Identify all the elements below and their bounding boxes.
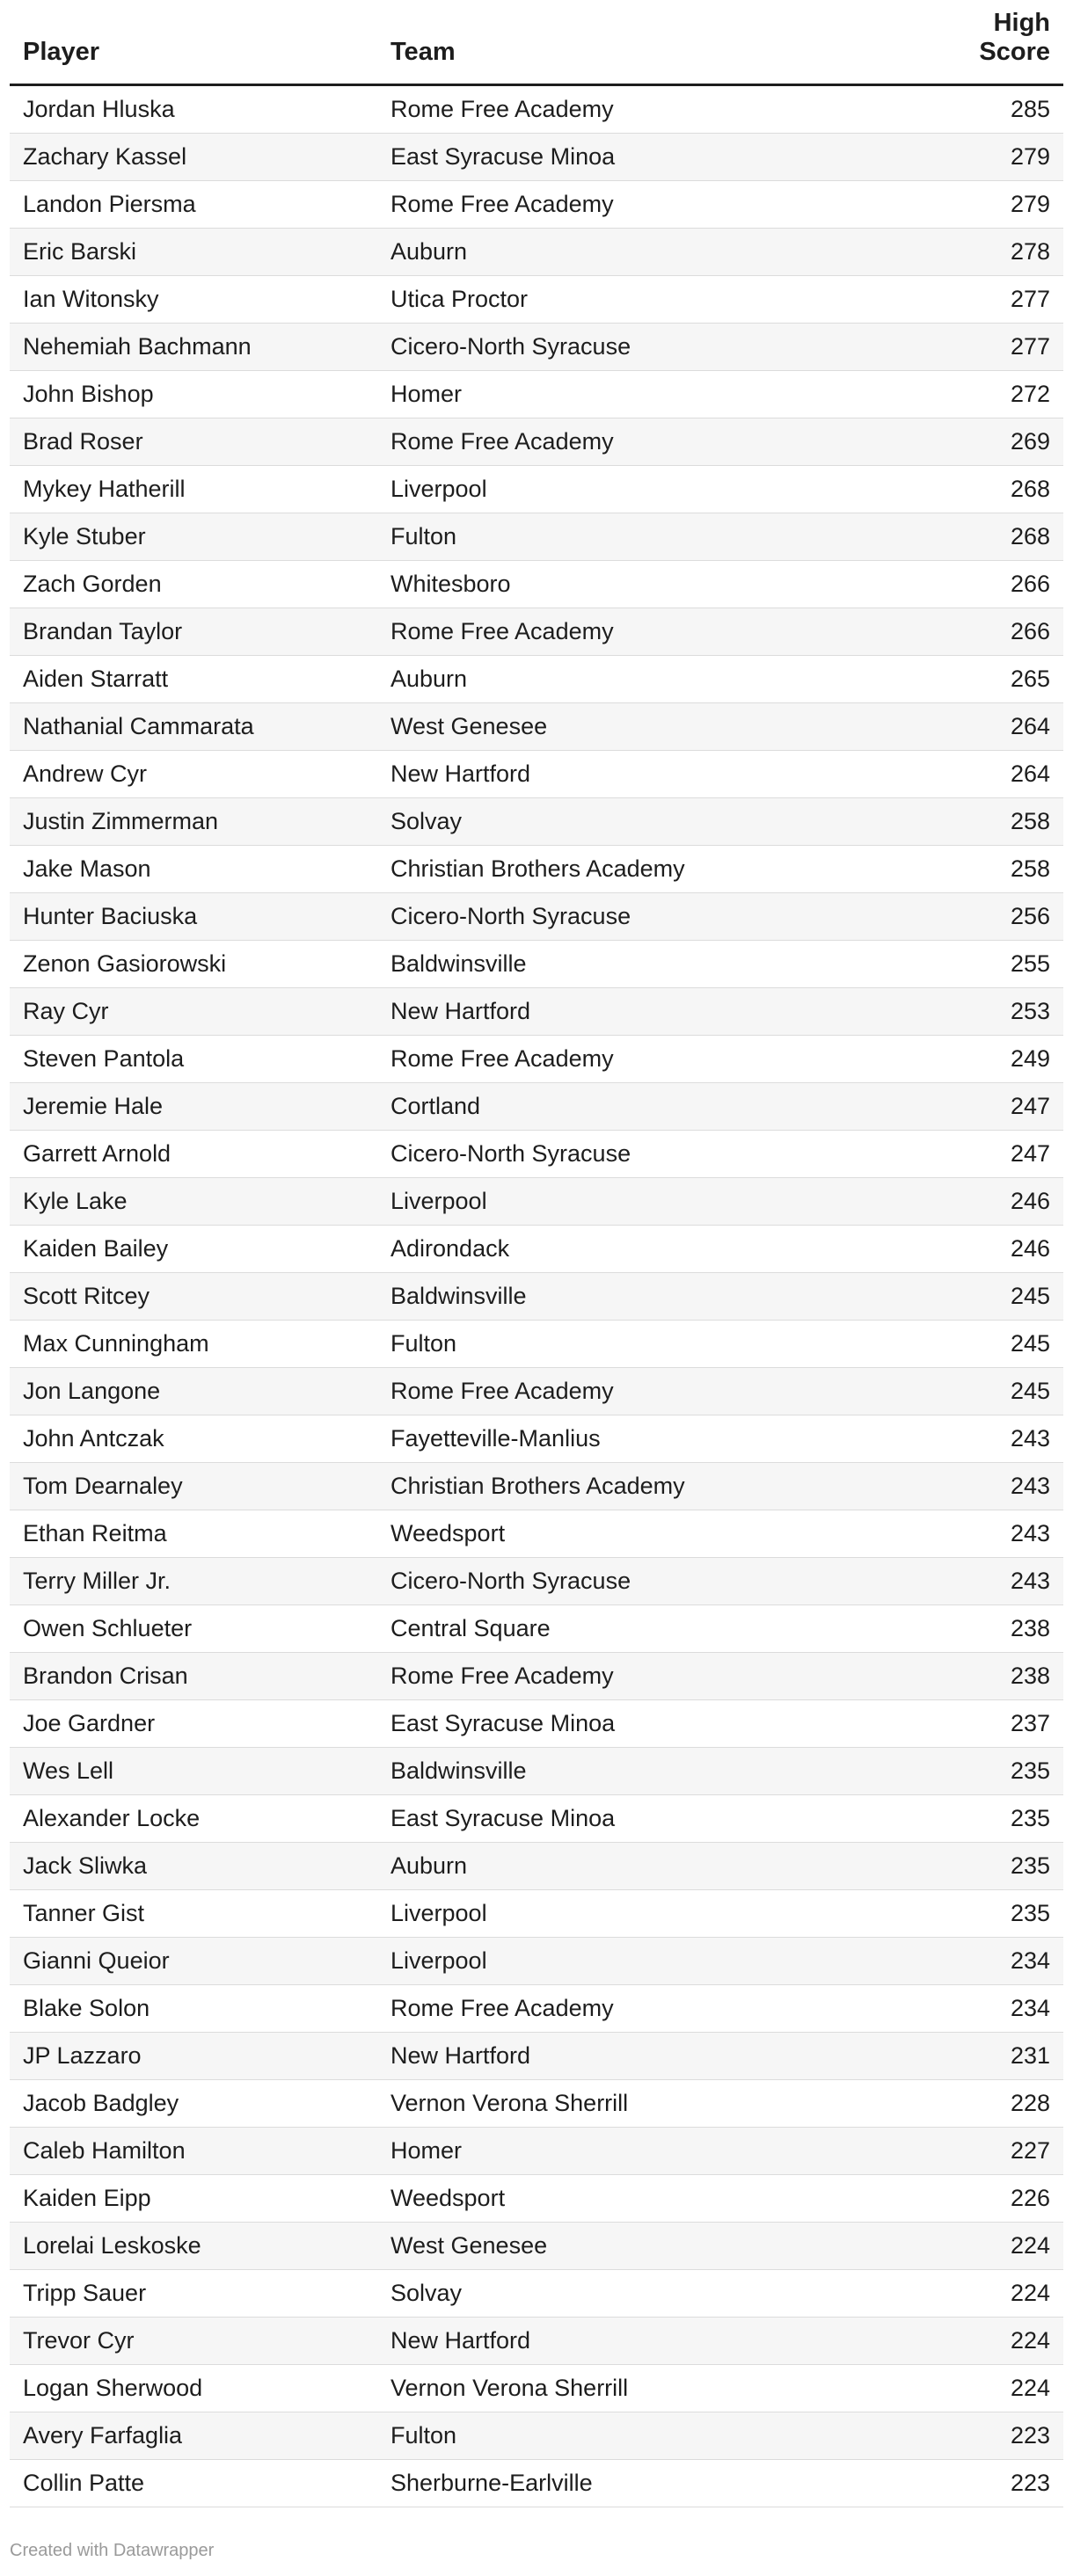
table-row bbox=[10, 418, 1063, 466]
table-row bbox=[10, 1083, 1063, 1131]
player-cell: Justin Zimmerman bbox=[23, 808, 219, 834]
player-cell: Trevor Cyr bbox=[23, 2327, 135, 2354]
high-score-cell: 235 bbox=[1010, 1757, 1050, 1784]
high-score-cell: 268 bbox=[1010, 523, 1050, 549]
high-score-cell: 269 bbox=[1010, 428, 1050, 455]
team-cell: Rome Free Academy bbox=[391, 96, 614, 122]
player-cell: Brandon Crisan bbox=[23, 1663, 188, 1689]
team-cell: Cicero-North Syracuse bbox=[391, 903, 631, 929]
high-score-cell: 245 bbox=[1010, 1283, 1050, 1309]
table-row bbox=[10, 1415, 1063, 1463]
team-cell: Weedsport bbox=[391, 2185, 506, 2211]
table-row bbox=[10, 1226, 1063, 1273]
team-cell: Liverpool bbox=[391, 476, 487, 502]
player-cell: Nathanial Cammarata bbox=[23, 713, 254, 739]
team-cell: Rome Free Academy bbox=[391, 618, 614, 644]
player-cell: Tripp Sauer bbox=[23, 2280, 147, 2306]
team-cell: Solvay bbox=[391, 2280, 463, 2306]
player-cell: Mykey Hatherill bbox=[23, 476, 186, 502]
player-cell: Gianni Queior bbox=[23, 1947, 170, 1974]
team-cell: East Syracuse Minoa bbox=[391, 143, 616, 170]
team-cell: West Genesee bbox=[391, 2232, 548, 2259]
player-cell: Kyle Lake bbox=[23, 1188, 128, 1214]
table-row bbox=[10, 229, 1063, 276]
player-cell: Tom Dearnaley bbox=[23, 1473, 183, 1499]
high-score-cell: 235 bbox=[1010, 1852, 1050, 1879]
player-cell: Alexander Locke bbox=[23, 1805, 201, 1831]
table-row bbox=[10, 1700, 1063, 1748]
table-row bbox=[10, 1463, 1063, 1510]
team-cell: Rome Free Academy bbox=[391, 1663, 614, 1689]
table-row bbox=[10, 466, 1063, 513]
team-cell: Rome Free Academy bbox=[391, 191, 614, 217]
team-cell: Central Square bbox=[391, 1615, 551, 1641]
team-cell: Christian Brothers Academy bbox=[391, 855, 685, 882]
table-row bbox=[10, 1985, 1063, 2033]
table-row bbox=[10, 2175, 1063, 2223]
high-score-cell: 279 bbox=[1010, 191, 1050, 217]
high-score-cell: 243 bbox=[1010, 1425, 1050, 1452]
table-row bbox=[10, 988, 1063, 1036]
team-cell: Rome Free Academy bbox=[391, 1378, 614, 1404]
player-cell: Zachary Kassel bbox=[23, 143, 187, 170]
table-row bbox=[10, 2033, 1063, 2080]
team-cell: Liverpool bbox=[391, 1188, 487, 1214]
high-score-cell: 223 bbox=[1010, 2422, 1050, 2449]
player-cell: Ethan Reitma bbox=[23, 1520, 167, 1546]
table-row bbox=[10, 656, 1063, 703]
team-cell: Weedsport bbox=[391, 1520, 506, 1546]
team-cell: Adirondack bbox=[391, 1235, 510, 1262]
high-score-cell: 266 bbox=[1010, 571, 1050, 597]
team-cell: Cicero-North Syracuse bbox=[391, 333, 631, 360]
team-cell: Baldwinsville bbox=[391, 1283, 527, 1309]
team-cell: Rome Free Academy bbox=[391, 1045, 614, 1072]
table-row bbox=[10, 1843, 1063, 1890]
team-cell: Liverpool bbox=[391, 1900, 487, 1926]
table-row bbox=[10, 1510, 1063, 1558]
table-row bbox=[10, 2412, 1063, 2460]
high-score-cell: 264 bbox=[1010, 760, 1050, 787]
player-cell: Jake Mason bbox=[23, 855, 151, 882]
player-cell: Terry Miller Jr. bbox=[23, 1568, 171, 1594]
table-row bbox=[10, 941, 1063, 988]
player-cell: Avery Farfaglia bbox=[23, 2422, 183, 2449]
table-row bbox=[10, 86, 1063, 134]
column-header-player[interactable]: Player bbox=[23, 38, 100, 66]
table-row bbox=[10, 608, 1063, 656]
team-cell: Sherburne-Earlville bbox=[391, 2470, 593, 2496]
table-row bbox=[10, 2365, 1063, 2412]
high-score-cell: 243 bbox=[1010, 1520, 1050, 1546]
team-cell: New Hartford bbox=[391, 998, 531, 1024]
player-cell: Steven Pantola bbox=[23, 1045, 185, 1072]
team-cell: Auburn bbox=[391, 238, 468, 265]
player-cell: Kyle Stuber bbox=[23, 523, 146, 549]
table-row bbox=[10, 1321, 1063, 1368]
table-row bbox=[10, 276, 1063, 324]
player-cell: Brad Roser bbox=[23, 428, 143, 455]
table-row bbox=[10, 2128, 1063, 2175]
high-score-cell: 278 bbox=[1010, 238, 1050, 265]
high-score-cell: 265 bbox=[1010, 666, 1050, 692]
high-score-cell: 285 bbox=[1010, 96, 1050, 122]
high-score-cell: 256 bbox=[1010, 903, 1050, 929]
team-cell: Vernon Verona Sherrill bbox=[391, 2090, 629, 2116]
team-cell: Whitesboro bbox=[391, 571, 511, 597]
player-cell: Tanner Gist bbox=[23, 1900, 145, 1926]
team-cell: Cicero-North Syracuse bbox=[391, 1140, 631, 1167]
team-cell: Cicero-North Syracuse bbox=[391, 1568, 631, 1594]
high-score-cell: 235 bbox=[1010, 1805, 1050, 1831]
player-cell: Nehemiah Bachmann bbox=[23, 333, 252, 360]
table-row bbox=[10, 1748, 1063, 1795]
player-cell: Wes Lell bbox=[23, 1757, 114, 1784]
high-score-cell: 249 bbox=[1010, 1045, 1050, 1072]
high-score-cell: 224 bbox=[1010, 2375, 1050, 2401]
high-score-cell: 234 bbox=[1010, 1947, 1050, 1974]
high-score-cell: 258 bbox=[1010, 855, 1050, 882]
table-row bbox=[10, 324, 1063, 371]
column-header-high-score[interactable]: High Score bbox=[979, 9, 1050, 66]
team-cell: Baldwinsville bbox=[391, 1757, 527, 1784]
high-score-cell: 253 bbox=[1010, 998, 1050, 1024]
player-cell: Scott Ritcey bbox=[23, 1283, 150, 1309]
player-cell: Owen Schlueter bbox=[23, 1615, 193, 1641]
high-score-cell: 224 bbox=[1010, 2327, 1050, 2354]
high-score-cell: 224 bbox=[1010, 2280, 1050, 2306]
team-cell: Fulton bbox=[391, 523, 457, 549]
table-row bbox=[10, 2318, 1063, 2365]
table-row bbox=[10, 893, 1063, 941]
table-row bbox=[10, 703, 1063, 751]
player-cell: Blake Solon bbox=[23, 1995, 150, 2021]
table-row bbox=[10, 1795, 1063, 1843]
datawrapper-credit: Created with Datawrapper bbox=[10, 2541, 215, 2560]
player-cell: Jordan Hluska bbox=[23, 96, 175, 122]
high-score-cell: 246 bbox=[1010, 1235, 1050, 1262]
player-cell: JP Lazzaro bbox=[23, 2042, 142, 2069]
high-score-cell: 255 bbox=[1010, 950, 1050, 977]
table-row bbox=[10, 1273, 1063, 1321]
high-score-cell: 266 bbox=[1010, 618, 1050, 644]
high-score-cell: 268 bbox=[1010, 476, 1050, 502]
high-score-cell: 224 bbox=[1010, 2232, 1050, 2259]
high-score-cell: 246 bbox=[1010, 1188, 1050, 1214]
player-cell: Eric Barski bbox=[23, 238, 137, 265]
team-cell: Auburn bbox=[391, 1852, 468, 1879]
player-cell: Jack Sliwka bbox=[23, 1852, 148, 1879]
player-cell: Joe Gardner bbox=[23, 1710, 156, 1736]
team-cell: Cortland bbox=[391, 1093, 481, 1119]
team-cell: East Syracuse Minoa bbox=[391, 1805, 616, 1831]
table-row bbox=[10, 2080, 1063, 2128]
team-cell: Fulton bbox=[391, 1330, 457, 1357]
table-row bbox=[10, 1605, 1063, 1653]
table-row bbox=[10, 134, 1063, 181]
team-cell: Rome Free Academy bbox=[391, 1995, 614, 2021]
high-score-cell: 237 bbox=[1010, 1710, 1050, 1736]
high-score-cell: 245 bbox=[1010, 1378, 1050, 1404]
table-row bbox=[10, 1890, 1063, 1938]
high-score-cell: 279 bbox=[1010, 143, 1050, 170]
team-cell: East Syracuse Minoa bbox=[391, 1710, 616, 1736]
high-score-cell: 272 bbox=[1010, 381, 1050, 407]
player-cell: Logan Sherwood bbox=[23, 2375, 203, 2401]
table-row bbox=[10, 1368, 1063, 1415]
high-score-cell: 235 bbox=[1010, 1900, 1050, 1926]
high-score-cell: 245 bbox=[1010, 1330, 1050, 1357]
table-row bbox=[10, 371, 1063, 418]
high-score-cell: 247 bbox=[1010, 1140, 1050, 1167]
table-row bbox=[10, 1558, 1063, 1605]
table-row bbox=[10, 1653, 1063, 1700]
high-score-cell: 238 bbox=[1010, 1615, 1050, 1641]
team-cell: Homer bbox=[391, 2137, 463, 2164]
high-score-cell: 227 bbox=[1010, 2137, 1050, 2164]
table-row bbox=[10, 2223, 1063, 2270]
player-cell: Garrett Arnold bbox=[23, 1140, 172, 1167]
player-cell: Caleb Hamilton bbox=[23, 2137, 186, 2164]
player-cell: Landon Piersma bbox=[23, 191, 196, 217]
player-cell: Lorelai Leskoske bbox=[23, 2232, 201, 2259]
player-cell: Aiden Starratt bbox=[23, 666, 169, 692]
team-cell: West Genesee bbox=[391, 713, 548, 739]
team-cell: Fulton bbox=[391, 2422, 457, 2449]
player-cell: John Bishop bbox=[23, 381, 154, 407]
table-row bbox=[10, 1938, 1063, 1985]
team-cell: Rome Free Academy bbox=[391, 428, 614, 455]
team-cell: Vernon Verona Sherrill bbox=[391, 2375, 629, 2401]
table-row bbox=[10, 1131, 1063, 1178]
team-cell: Homer bbox=[391, 381, 463, 407]
team-cell: New Hartford bbox=[391, 2042, 531, 2069]
table-row bbox=[10, 513, 1063, 561]
player-cell: Max Cunningham bbox=[23, 1330, 209, 1357]
high-score-cell: 243 bbox=[1010, 1568, 1050, 1594]
table-row bbox=[10, 1036, 1063, 1083]
player-cell: Kaiden Eipp bbox=[23, 2185, 151, 2211]
table-row bbox=[10, 798, 1063, 846]
table-body bbox=[10, 86, 1063, 2507]
team-cell: Solvay bbox=[391, 808, 463, 834]
player-cell: Zach Gorden bbox=[23, 571, 162, 597]
high-score-cell: 258 bbox=[1010, 808, 1050, 834]
high-score-cell: 226 bbox=[1010, 2185, 1050, 2211]
player-cell: Ian Witonsky bbox=[23, 286, 159, 312]
high-score-cell: 231 bbox=[1010, 2042, 1050, 2069]
team-cell: New Hartford bbox=[391, 2327, 531, 2354]
player-cell: Collin Patte bbox=[23, 2470, 145, 2496]
team-cell: Christian Brothers Academy bbox=[391, 1473, 685, 1499]
team-cell: Baldwinsville bbox=[391, 950, 527, 977]
player-cell: Jacob Badgley bbox=[23, 2090, 179, 2116]
table-header bbox=[10, 0, 1063, 86]
team-cell: Liverpool bbox=[391, 1947, 487, 1974]
high-score-cell: 277 bbox=[1010, 286, 1050, 312]
player-cell: Jon Langone bbox=[23, 1378, 161, 1404]
table-row bbox=[10, 2460, 1063, 2507]
team-cell: New Hartford bbox=[391, 760, 531, 787]
column-header-team[interactable]: Team bbox=[391, 38, 456, 66]
player-cell: Kaiden Bailey bbox=[23, 1235, 169, 1262]
high-score-cell: 264 bbox=[1010, 713, 1050, 739]
player-cell: Ray Cyr bbox=[23, 998, 109, 1024]
table-row bbox=[10, 2270, 1063, 2318]
high-score-cell: 223 bbox=[1010, 2470, 1050, 2496]
team-cell: Utica Proctor bbox=[391, 286, 529, 312]
high-score-cell: 247 bbox=[1010, 1093, 1050, 1119]
table-row bbox=[10, 751, 1063, 798]
high-score-cell: 277 bbox=[1010, 333, 1050, 360]
high-score-cell: 238 bbox=[1010, 1663, 1050, 1689]
player-cell: John Antczak bbox=[23, 1425, 164, 1452]
player-cell: Hunter Baciuska bbox=[23, 903, 198, 929]
high-score-cell: 243 bbox=[1010, 1473, 1050, 1499]
player-cell: Zenon Gasiorowski bbox=[23, 950, 227, 977]
team-cell: Auburn bbox=[391, 666, 468, 692]
table-row bbox=[10, 846, 1063, 893]
player-cell: Brandan Taylor bbox=[23, 618, 183, 644]
table-row bbox=[10, 181, 1063, 229]
team-cell: Fayetteville-Manlius bbox=[391, 1425, 601, 1452]
high-score-cell: 234 bbox=[1010, 1995, 1050, 2021]
table-row bbox=[10, 1178, 1063, 1226]
player-cell: Jeremie Hale bbox=[23, 1093, 164, 1119]
high-score-cell: 228 bbox=[1010, 2090, 1050, 2116]
table-row bbox=[10, 561, 1063, 608]
player-cell: Andrew Cyr bbox=[23, 760, 148, 787]
high-score-table bbox=[10, 0, 1063, 2507]
